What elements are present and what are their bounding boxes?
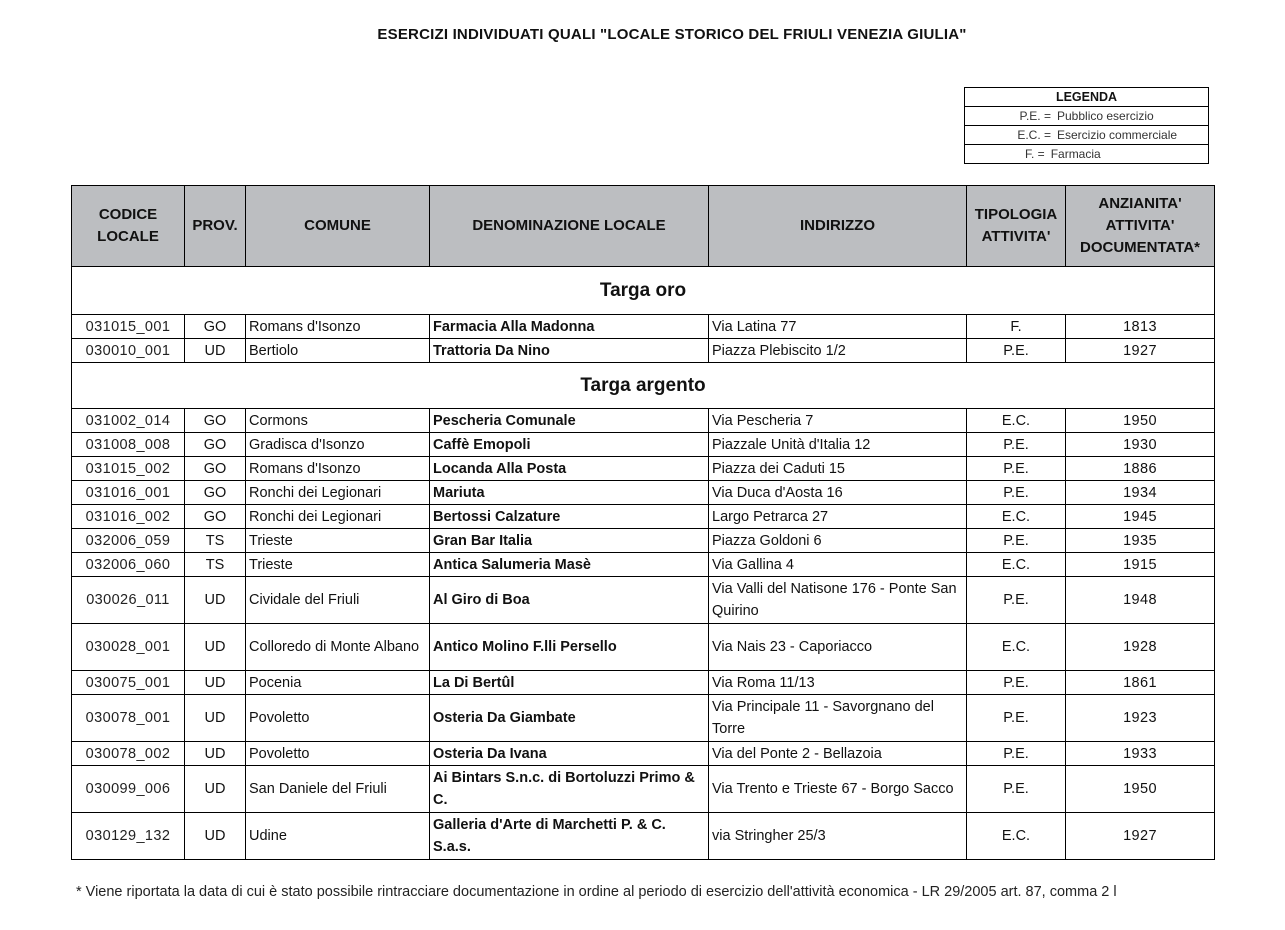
cell-anzianita: 1928 <box>1066 624 1215 671</box>
cell-anzianita: 1935 <box>1066 529 1215 553</box>
cell-comune: Povoletto <box>246 695 430 742</box>
cell-comune: Povoletto <box>246 742 430 766</box>
cell-comune: Pocenia <box>246 671 430 695</box>
table-row <box>72 339 1215 363</box>
cell-anzianita: 1915 <box>1066 553 1215 577</box>
cell-codice: 030129_132 <box>72 813 185 860</box>
cell-tipologia: P.E. <box>967 529 1066 553</box>
legend-header: LEGENDA <box>965 88 1209 107</box>
table-row <box>72 457 1215 481</box>
cell-tipologia: P.E. <box>967 577 1066 624</box>
cell-denominazione: Trattoria Da Nino <box>430 339 709 363</box>
cell-anzianita: 1927 <box>1066 813 1215 860</box>
cell-tipologia: E.C. <box>967 505 1066 529</box>
cell-tipologia: P.E. <box>967 695 1066 742</box>
cell-prov: GO <box>185 433 246 457</box>
cell-prov: UD <box>185 671 246 695</box>
cell-prov: TS <box>185 553 246 577</box>
cell-comune: Colloredo di Monte Albano <box>246 624 430 671</box>
cell-comune: Trieste <box>246 529 430 553</box>
cell-prov: UD <box>185 577 246 624</box>
table-row <box>72 695 1215 742</box>
cell-codice: 030028_001 <box>72 624 185 671</box>
cell-prov: TS <box>185 529 246 553</box>
column-header-comune: COMUNE <box>246 186 430 267</box>
cell-codice: 030078_001 <box>72 695 185 742</box>
column-header-anzianita: ANZIANITA' ATTIVITA' DOCUMENTATA* <box>1066 186 1215 267</box>
cell-codice: 032006_059 <box>72 529 185 553</box>
cell-anzianita: 1861 <box>1066 671 1215 695</box>
cell-tipologia: E.C. <box>967 813 1066 860</box>
legend-item <box>965 145 1209 164</box>
cell-comune: San Daniele del Friuli <box>246 766 430 813</box>
cell-indirizzo: Piazza dei Caduti 15 <box>709 457 967 481</box>
cell-anzianita: 1950 <box>1066 766 1215 813</box>
cell-anzianita: 1948 <box>1066 577 1215 624</box>
cell-denominazione: Osteria Da Ivana <box>430 742 709 766</box>
cell-denominazione: Mariuta <box>430 481 709 505</box>
legend-abbr: E.C. = <box>1017 127 1051 142</box>
cell-denominazione: Antico Molino F.lli Persello <box>430 624 709 671</box>
cell-tipologia: E.C. <box>967 624 1066 671</box>
table-row <box>72 553 1215 577</box>
cell-prov: UD <box>185 624 246 671</box>
cell-comune: Udine <box>246 813 430 860</box>
cell-tipologia: P.E. <box>967 457 1066 481</box>
column-header-tipologia: TIPOLOGIA ATTIVITA' <box>967 186 1066 267</box>
cell-tipologia: P.E. <box>967 433 1066 457</box>
column-header-prov: PROV. <box>185 186 246 267</box>
cell-codice: 031015_001 <box>72 315 185 339</box>
legend-text: Esercizio commerciale <box>1057 127 1178 142</box>
cell-codice: 030010_001 <box>72 339 185 363</box>
cell-denominazione: Farmacia Alla Madonna <box>430 315 709 339</box>
cell-codice: 030026_011 <box>72 577 185 624</box>
cell-anzianita: 1950 <box>1066 409 1215 433</box>
cell-prov: GO <box>185 505 246 529</box>
cell-denominazione: Ai Bintars S.n.c. di Bortoluzzi Primo & C. <box>430 766 709 813</box>
cell-codice: 031015_002 <box>72 457 185 481</box>
legend-abbr: P.E. = <box>1019 108 1051 123</box>
section-row <box>72 363 1215 409</box>
cell-indirizzo: Via Principale 11 - Savorgnano del Torre <box>709 695 967 742</box>
table-header-row <box>72 186 1215 267</box>
cell-tipologia: E.C. <box>967 553 1066 577</box>
footnote: * Viene riportata la data di cui è stato possibile rintracciare documentazione in ordine al periodo di esercizio dell'attività economica - LR 29/2005 art. 87, comma 2 l <box>76 884 1117 900</box>
cell-tipologia: P.E. <box>967 671 1066 695</box>
legend-abbr: F. = <box>1025 146 1045 161</box>
cell-prov: UD <box>185 766 246 813</box>
cell-comune: Romans d'Isonzo <box>246 457 430 481</box>
cell-tipologia: F. <box>967 315 1066 339</box>
table-row <box>72 409 1215 433</box>
cell-tipologia: E.C. <box>967 409 1066 433</box>
cell-tipologia: P.E. <box>967 481 1066 505</box>
legend-box <box>964 87 1209 164</box>
cell-denominazione: Locanda Alla Posta <box>430 457 709 481</box>
cell-prov: GO <box>185 315 246 339</box>
cell-prov: UD <box>185 813 246 860</box>
cell-indirizzo: Via Nais 23 - Caporiacco <box>709 624 967 671</box>
cell-codice: 030099_006 <box>72 766 185 813</box>
column-header-denominazione: DENOMINAZIONE LOCALE <box>430 186 709 267</box>
cell-codice: 030075_001 <box>72 671 185 695</box>
cell-codice: 031008_008 <box>72 433 185 457</box>
cell-indirizzo: Via Roma 11/13 <box>709 671 967 695</box>
cell-anzianita: 1934 <box>1066 481 1215 505</box>
cell-tipologia: P.E. <box>967 766 1066 813</box>
cell-indirizzo: Piazza Goldoni 6 <box>709 529 967 553</box>
cell-indirizzo: Via Latina 77 <box>709 315 967 339</box>
cell-prov: UD <box>185 695 246 742</box>
column-header-indirizzo: INDIRIZZO <box>709 186 967 267</box>
cell-anzianita: 1923 <box>1066 695 1215 742</box>
cell-indirizzo: Via Valli del Natisone 176 - Ponte San Quirino <box>709 577 967 624</box>
legend-item <box>965 126 1209 145</box>
table-row <box>72 624 1215 671</box>
cell-denominazione: Al Giro di Boa <box>430 577 709 624</box>
table-row <box>72 529 1215 553</box>
legend-text: Pubblico esercizio <box>1057 108 1154 123</box>
table-row <box>72 766 1215 813</box>
cell-denominazione: Osteria Da Giambate <box>430 695 709 742</box>
cell-indirizzo: Piazzale Unità d'Italia 12 <box>709 433 967 457</box>
table-row <box>72 671 1215 695</box>
cell-anzianita: 1945 <box>1066 505 1215 529</box>
table-body <box>72 267 1215 860</box>
table-row <box>72 577 1215 624</box>
cell-comune: Ronchi dei Legionari <box>246 505 430 529</box>
section-title: Targa argento <box>72 363 1215 409</box>
cell-comune: Cividale del Friuli <box>246 577 430 624</box>
cell-prov: GO <box>185 457 246 481</box>
cell-codice: 032006_060 <box>72 553 185 577</box>
table-row <box>72 813 1215 860</box>
cell-denominazione: Bertossi Calzature <box>430 505 709 529</box>
cell-indirizzo: Via Gallina 4 <box>709 553 967 577</box>
cell-prov: UD <box>185 339 246 363</box>
cell-denominazione: Caffè Emopoli <box>430 433 709 457</box>
cell-indirizzo: Via Trento e Trieste 67 - Borgo Sacco <box>709 766 967 813</box>
cell-indirizzo: Piazza Plebiscito 1/2 <box>709 339 967 363</box>
cell-anzianita: 1930 <box>1066 433 1215 457</box>
cell-comune: Trieste <box>246 553 430 577</box>
cell-indirizzo: Largo Petrarca 27 <box>709 505 967 529</box>
cell-anzianita: 1927 <box>1066 339 1215 363</box>
legend-item <box>965 107 1209 126</box>
cell-codice: 031002_014 <box>72 409 185 433</box>
cell-prov: GO <box>185 481 246 505</box>
cell-codice: 031016_002 <box>72 505 185 529</box>
cell-comune: Romans d'Isonzo <box>246 315 430 339</box>
cell-anzianita: 1933 <box>1066 742 1215 766</box>
cell-comune: Gradisca d'Isonzo <box>246 433 430 457</box>
page-title: ESERCIZI INDIVIDUATI QUALI "LOCALE STORICO DEL FRIULI VENEZIA GIULIA" <box>377 26 967 43</box>
cell-prov: UD <box>185 742 246 766</box>
cell-indirizzo: Via del Ponte 2 - Bellazoia <box>709 742 967 766</box>
locali-table <box>71 185 1215 860</box>
cell-comune: Cormons <box>246 409 430 433</box>
table-row <box>72 505 1215 529</box>
cell-indirizzo: Via Duca d'Aosta 16 <box>709 481 967 505</box>
legend-text: Farmacia <box>1050 146 1101 161</box>
cell-codice: 031016_001 <box>72 481 185 505</box>
cell-denominazione: La Di Bertûl <box>430 671 709 695</box>
cell-denominazione: Galleria d'Arte di Marchetti P. & C. S.a.s. <box>430 813 709 860</box>
cell-comune: Bertiolo <box>246 339 430 363</box>
cell-denominazione: Gran Bar Italia <box>430 529 709 553</box>
table-row <box>72 315 1215 339</box>
section-title: Targa oro <box>72 267 1215 315</box>
cell-anzianita: 1813 <box>1066 315 1215 339</box>
cell-indirizzo: Via Pescheria 7 <box>709 409 967 433</box>
cell-tipologia: P.E. <box>967 339 1066 363</box>
cell-indirizzo: via Stringher 25/3 <box>709 813 967 860</box>
column-header-codice: CODICE LOCALE <box>72 186 185 267</box>
table-row <box>72 742 1215 766</box>
cell-comune: Ronchi dei Legionari <box>246 481 430 505</box>
cell-denominazione: Pescheria Comunale <box>430 409 709 433</box>
section-row <box>72 267 1215 315</box>
table-row <box>72 481 1215 505</box>
cell-tipologia: P.E. <box>967 742 1066 766</box>
cell-codice: 030078_002 <box>72 742 185 766</box>
cell-denominazione: Antica Salumeria Masè <box>430 553 709 577</box>
cell-anzianita: 1886 <box>1066 457 1215 481</box>
cell-prov: GO <box>185 409 246 433</box>
table-row <box>72 433 1215 457</box>
